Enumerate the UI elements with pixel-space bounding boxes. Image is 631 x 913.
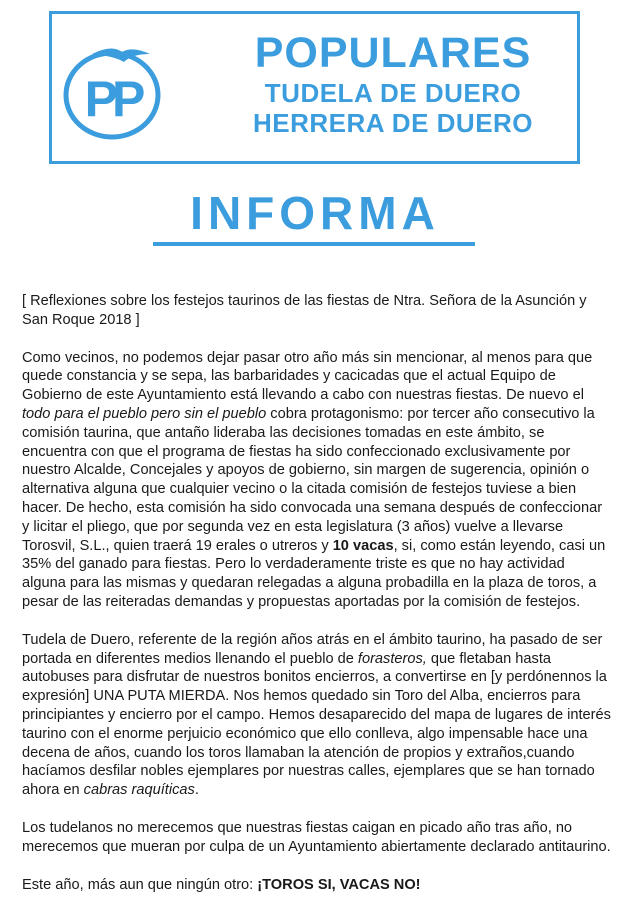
title-underline bbox=[153, 242, 475, 246]
article-paragraph-1: Como vecinos, no podemos dejar pasar otro año más sin mencionar, al menos para que quede constancia y se sepa, las barbaridades y cacicadas que el actual Equipo de Gobierno de este Ayuntamiento está llevando a cabo con nuestras fiestas. De nuevo el todo para el pueblo pero sin el pueblo cobra protagonismo: por tercer año consecutivo la comisión taurina, que antaño lideraba las decisiones tomadas en este ámbito, se encuentra con que el programa de fiestas ha sido confeccionado exclusivamente por nuestro Alcalde, Concejales y apoyos de gobierno, sin margen de sugerencia, opinión o alternativa alguna que cualquier vecino o la citada comisión de festejos tuviese a bien hacer. De hecho, esta comisión ha sido convocada una semana después de confeccionar y licitar el pliego, que por segunda vez en esta legislatura (3 años) vuelve a llevarse Torosvil, S.L., quien traerá 19 erales o utreros y 10 vacas, si, como están leyendo, casi un 35% del ganado para fiestas. Pero lo verdaderamente triste es que no hay actividad alguna para las mismas y quedaran relegadas a alguna probadilla en la plaza de toros, a pesar de las reiteradas demandas y propuestas aportadas por la comisión de festejos. bbox=[22, 349, 606, 610]
pp-bird-logo-icon bbox=[62, 40, 162, 140]
brand-location-1: TUDELA DE DUERO bbox=[264, 78, 522, 108]
brand-name: POPULARES bbox=[254, 29, 532, 77]
page-title: INFORMA bbox=[190, 187, 440, 239]
article-body bbox=[22, 292, 612, 913]
brand-location-2: HERRERA DE DUERO bbox=[252, 108, 534, 138]
logo-mark-text: PP bbox=[84, 71, 140, 127]
brand-block bbox=[218, 28, 568, 138]
article-closing: Este año, más aun que ningún otro: ¡TOROS SI, VACAS NO! bbox=[22, 876, 421, 893]
article-intro: [ Reflexiones sobre los festejos taurinos de las fiestas de Ntra. Señora de la Asunción y San Roque 2018 ] bbox=[22, 293, 587, 328]
article-paragraph-3: Los tudelanos no merecemos que nuestras fiestas caigan en picado año tras año, no merecemos que mueran por culpa de un Ayuntamiento abiertamente declarado antitaurino. bbox=[22, 819, 611, 855]
article-paragraph-2: Tudela de Duero, referente de la región años atrás en el ámbito taurino, ha pasado de ser portada en diferentes medios llenando el pueblo de forasteros, que fletaban hasta autobuses para disfrutar de nuestros bonitos encierros, a convertirse en [y perdónennos la expresión] UNA PUTA MIERDA. Nos hemos quedado sin Toro del Alba, encierros para principiantes y encierro por el campo. Hemos desaparecido del mapa de lugares de interés taurino con el enorme perjuicio económico que ello conlleva, algo impensable hace una decena de años, cuando los toros llamaban la atención de propios y extraños,cuando hacíamos desfilar nobles ejemplares por nuestras calles, ejemplares que se han tornado ahora en cabras raquíticas. bbox=[22, 631, 611, 799]
